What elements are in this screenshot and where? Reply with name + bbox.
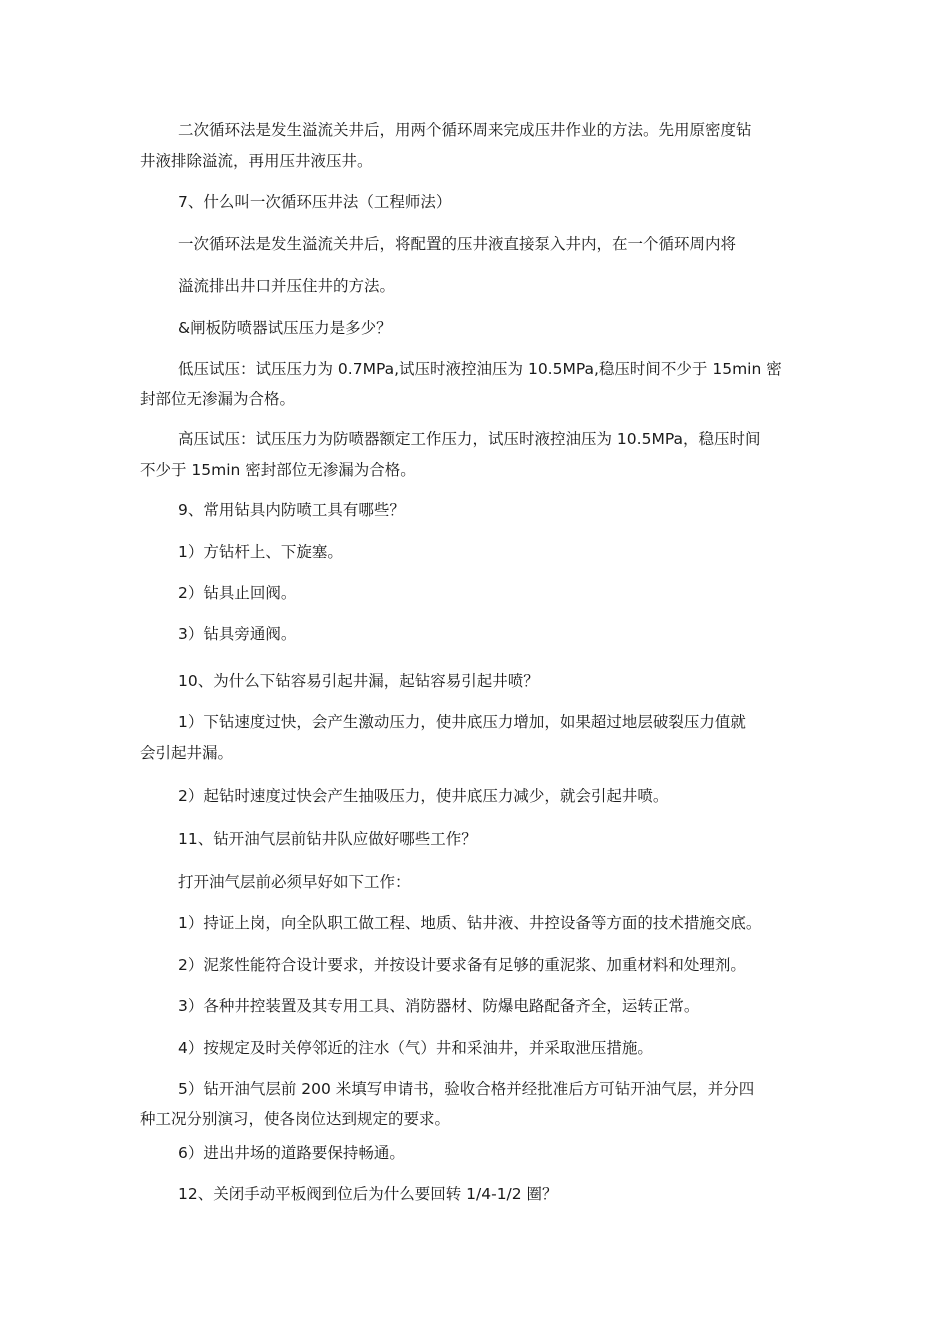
paragraph: 井液排除溢流，再用压井液压井。: [140, 152, 373, 170]
list-item: 4）按规定及时关停邻近的注水（气）井和采油井，并采取泄压措施。: [178, 1039, 653, 1057]
paragraph: 封部位无渗漏为合格。: [140, 390, 296, 408]
list-item: 会引起井漏。: [140, 744, 234, 762]
list-item: 1）下钻速度过快，会产生激动压力，使井底压力增加，如果超过地层破裂压力值就: [178, 713, 746, 731]
paragraph: 不少于 15min 密封部位无渗漏为合格。: [140, 461, 416, 479]
list-item: 6）进出井场的道路要保持畅通。: [178, 1144, 405, 1162]
list-item: 2）钻具止回阀。: [178, 584, 297, 602]
question-heading: 12、关闭手动平板阀到位后为什么要回转 1/4-1/2 圈？: [178, 1185, 558, 1203]
question-heading: 11、钻开油气层前钻井队应做好哪些工作？: [178, 830, 477, 848]
paragraph: 二次循环法是发生溢流关井后，用两个循环周来完成压井作业的方法。先用原密度钻: [178, 121, 752, 139]
list-item: 1）方钻杆上、下旋塞。: [178, 543, 343, 561]
question-heading: 10、为什么下钻容易引起井漏，起钻容易引起井喷？: [178, 672, 539, 690]
list-item: 3）钻具旁通阀。: [178, 625, 297, 643]
list-item: 3）各种井控装置及其专用工具、消防器材、防爆电路配备齐全，运转正常。: [178, 997, 700, 1015]
list-item: 2）泥浆性能符合设计要求，并按设计要求备有足够的重泥浆、加重材料和处理剂。: [178, 956, 746, 974]
question-heading: 7、什么叫一次循环压井法（工程师法）: [178, 193, 452, 211]
list-item: 2）起钻时速度过快会产生抽吸压力，使井底压力减少，就会引起井喷。: [178, 787, 669, 805]
list-item: 5）钻开油气层前 200 米填写申请书，验收合格并经批准后方可钻开油气层，并分四: [178, 1080, 755, 1098]
question-heading: 9、常用钻具内防喷工具有哪些？: [178, 501, 405, 519]
question-heading: &闸板防喷器试压压力是多少？: [178, 319, 392, 337]
paragraph: 高压试压：试压压力为防喷器额定工作压力，试压时液控油压为 10.5MPa，稳压时间: [178, 430, 761, 448]
list-item: 1）持证上岗，向全队职工做工程、地质、钻井液、井控设备等方面的技术措施交底。: [178, 914, 762, 932]
paragraph: 一次循环法是发生溢流关井后，将配置的压井液直接泵入井内，在一个循环周内将: [178, 235, 737, 253]
paragraph: 溢流排出井口并压住井的方法。: [178, 277, 396, 295]
paragraph: 低压试压：试压压力为 0.7MPa,试压时液控油压为 10.5MPa,稳压时间不少于 15min 密: [178, 360, 782, 378]
paragraph: 打开油气层前必须早好如下工作：: [178, 873, 411, 891]
list-item: 种工况分别演习，使各岗位达到规定的要求。: [140, 1110, 451, 1128]
